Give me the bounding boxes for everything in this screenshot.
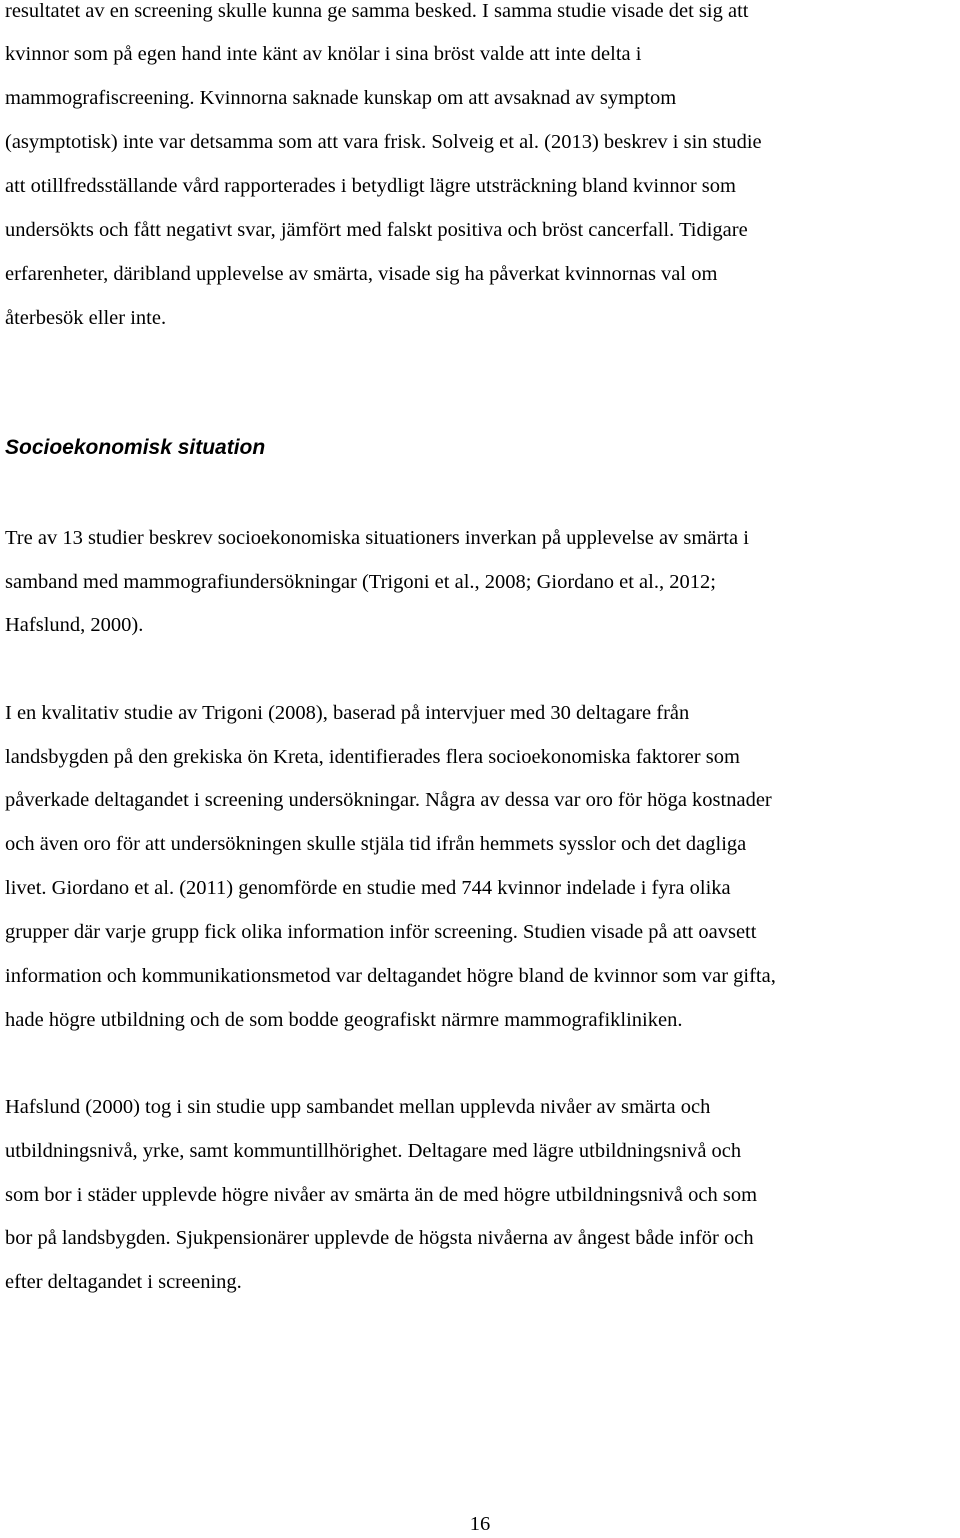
text-line: grupper där varje grupp fick olika information inför screening. Studien visade på att oavsett [5, 921, 757, 943]
text-line: (asymptotisk) inte var detsamma som att vara frisk. Solveig et al. (2013) beskrev i sin studie [5, 131, 762, 153]
text-line: Hafslund (2000) tog i sin studie upp sambandet mellan upplevda nivåer av smärta och [5, 1096, 711, 1118]
section-heading: Socioekonomisk situation [5, 436, 266, 459]
text-line: och även oro för att undersökningen skulle stjäla tid ifrån hemmets sysslor och det dagliga [5, 833, 747, 855]
text-line: information och kommunikationsmetod var deltagandet högre bland de kvinnor som var gifta, [5, 965, 776, 987]
text-line: utbildningsnivå, yrke, samt kommuntillhörighet. Deltagare med lägre utbildningsnivå och [5, 1140, 742, 1162]
text-line: mammografiscreening. Kvinnorna saknade kunskap om att avsaknad av symptom [5, 87, 677, 109]
text-line: erfarenheter, däribland upplevelse av smärta, visade sig ha påverkat kvinnornas val om [5, 263, 718, 285]
text-line: livet. Giordano et al. (2011) genomförde en studie med 744 kvinnor indelade i fyra olika [5, 877, 731, 899]
text-line: att otillfredsställande vård rapporterades i betydligt lägre utsträckning bland kvinnor som [5, 175, 736, 197]
text-line: som bor i städer upplevde högre nivåer av smärta än de med högre utbildningsnivå och som [5, 1184, 758, 1206]
text-line: kvinnor som på egen hand inte känt av knölar i sina bröst valde att inte delta i [5, 43, 642, 65]
text-line: resultatet av en screening skulle kunna ge samma besked. I samma studie visade det sig att [5, 0, 749, 22]
text-line: bor på landsbygden. Sjukpensionärer upplevde de högsta nivåerna av ångest både inför och [5, 1227, 754, 1249]
text-line: landsbygden på den grekiska ön Kreta, identifierades flera socioekonomiska faktorer som [5, 746, 740, 768]
page-number: 16 [469, 1513, 491, 1535]
text-line: återbesök eller inte. [5, 307, 167, 329]
text-line: påverkade deltagandet i screening undersökningar. Några av dessa var oro för höga kostnader [5, 789, 772, 811]
text-line: Hafslund, 2000). [5, 614, 144, 636]
text-line: undersökts och fått negativt svar, jämfört med falskt positiva och bröst cancerfall. Tidigare [5, 219, 748, 241]
text-line: hade högre utbildning och de som bodde geografiskt närmre mammografikliniken. [5, 1009, 683, 1031]
text-line: efter deltagandet i screening. [5, 1271, 242, 1293]
text-line: Tre av 13 studier beskrev socioekonomiska situationers inverkan på upplevelse av smärta i [5, 527, 749, 549]
text-line: I en kvalitativ studie av Trigoni (2008), baserad på intervjuer med 30 deltagare från [5, 702, 690, 724]
text-line: samband med mammografiundersökningar (Trigoni et al., 2008; Giordano et al., 2012; [5, 571, 716, 593]
